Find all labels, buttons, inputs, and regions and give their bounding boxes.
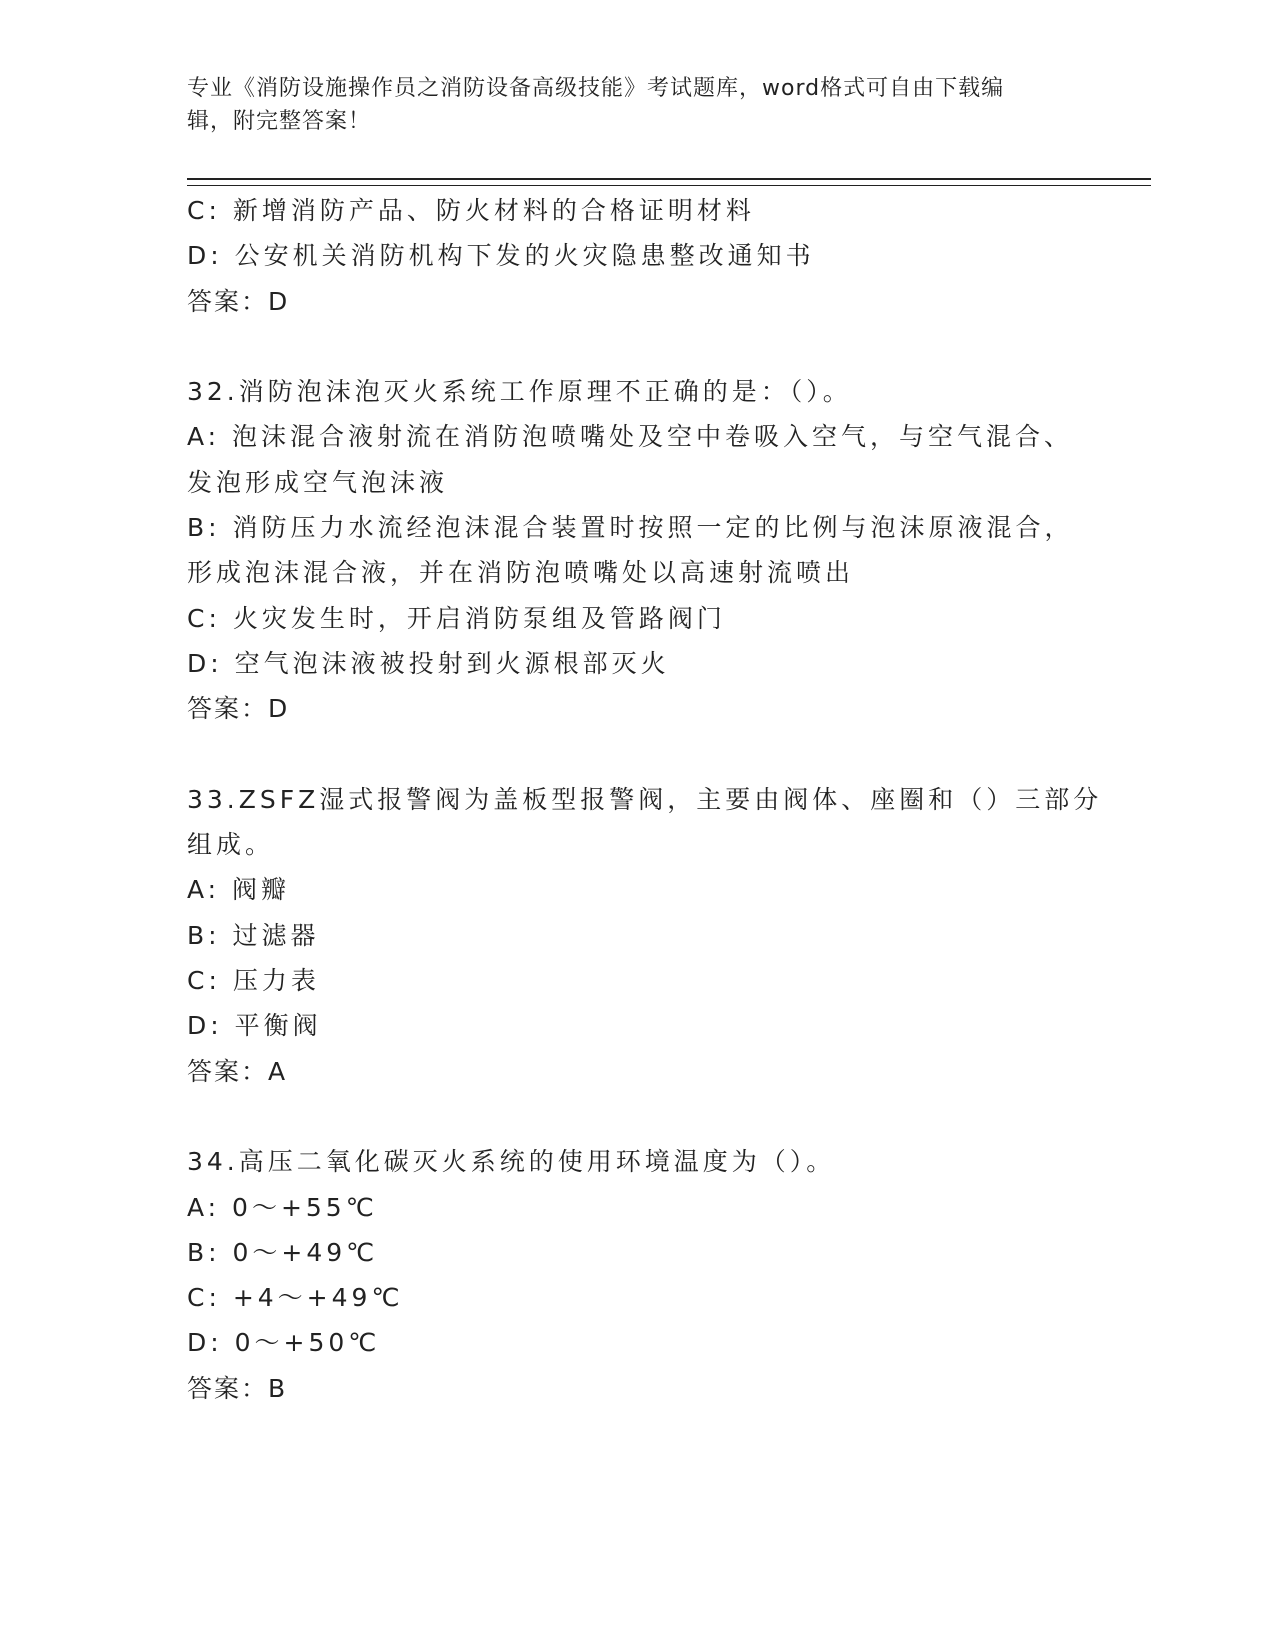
spacer	[187, 324, 1087, 369]
answer-line: 答案：D	[187, 286, 290, 316]
option-c: C: 火灾发生时，开启消防泵组及管路阀门	[187, 603, 726, 633]
option-a-cont: 发泡形成空气泡沫液	[187, 467, 449, 497]
page-header	[187, 72, 1087, 138]
option-c: C: 压力表	[187, 966, 320, 996]
option-d: D: 平衡阀	[187, 1011, 322, 1041]
question-stem: 32.消防泡沫泡灭火系统工作原理不正确的是：（）。	[187, 377, 852, 407]
header-divider	[187, 178, 1151, 186]
header-line-2: 辑，附完整答案！	[187, 109, 372, 134]
option-b: B: 过滤器	[187, 920, 320, 950]
answer-line: 答案：A	[187, 1056, 288, 1086]
option-d: D: 公安机关消防机构下发的火灾隐患整改通知书	[187, 241, 815, 271]
option-c: C: +4～+49℃	[187, 1283, 404, 1313]
prev-question-block	[187, 188, 1087, 324]
spacer	[187, 1094, 1087, 1139]
question-stem: 34.高压二氧化碳灭火系统的使用环境温度为（）。	[187, 1147, 836, 1177]
option-d: D: 空气泡沫液被投射到火源根部灭火	[187, 648, 670, 678]
option-b-cont: 形成泡沫混合液，并在消防泡喷嘴处以高速射流喷出	[187, 558, 855, 588]
option-a: A: 0～+55℃	[187, 1192, 378, 1222]
answer-line: 答案：B	[187, 1373, 288, 1403]
question-34	[187, 1139, 1087, 1411]
answer-line: 答案：D	[187, 694, 290, 724]
option-b: B: 0～+49℃	[187, 1237, 379, 1267]
question-32	[187, 369, 1087, 731]
option-b: B: 消防压力水流经泡沫混合装置时按照一定的比例与泡沫原液混合，	[187, 513, 1074, 543]
option-d: D: 0～+50℃	[187, 1328, 381, 1358]
option-c: C: 新增消防产品、防火材料的合格证明材料	[187, 196, 755, 225]
question-stem: 33.ZSFZ湿式报警阀为盖板型报警阀，主要由阀体、座圈和（）三部分	[187, 784, 1103, 814]
option-a: A: 泡沫混合液射流在消防泡喷嘴处及空中卷吸入空气，与空气混合、	[187, 422, 1074, 452]
question-stem-cont: 组成。	[187, 830, 275, 860]
question-33	[187, 777, 1103, 1094]
option-a: A: 阀瓣	[187, 875, 291, 905]
header-line-1: 专业《消防设施操作员之消防设备高级技能》考试题库，word格式可自由下载编	[187, 76, 1005, 101]
spacer	[187, 732, 1087, 777]
document-body	[187, 188, 1103, 1411]
